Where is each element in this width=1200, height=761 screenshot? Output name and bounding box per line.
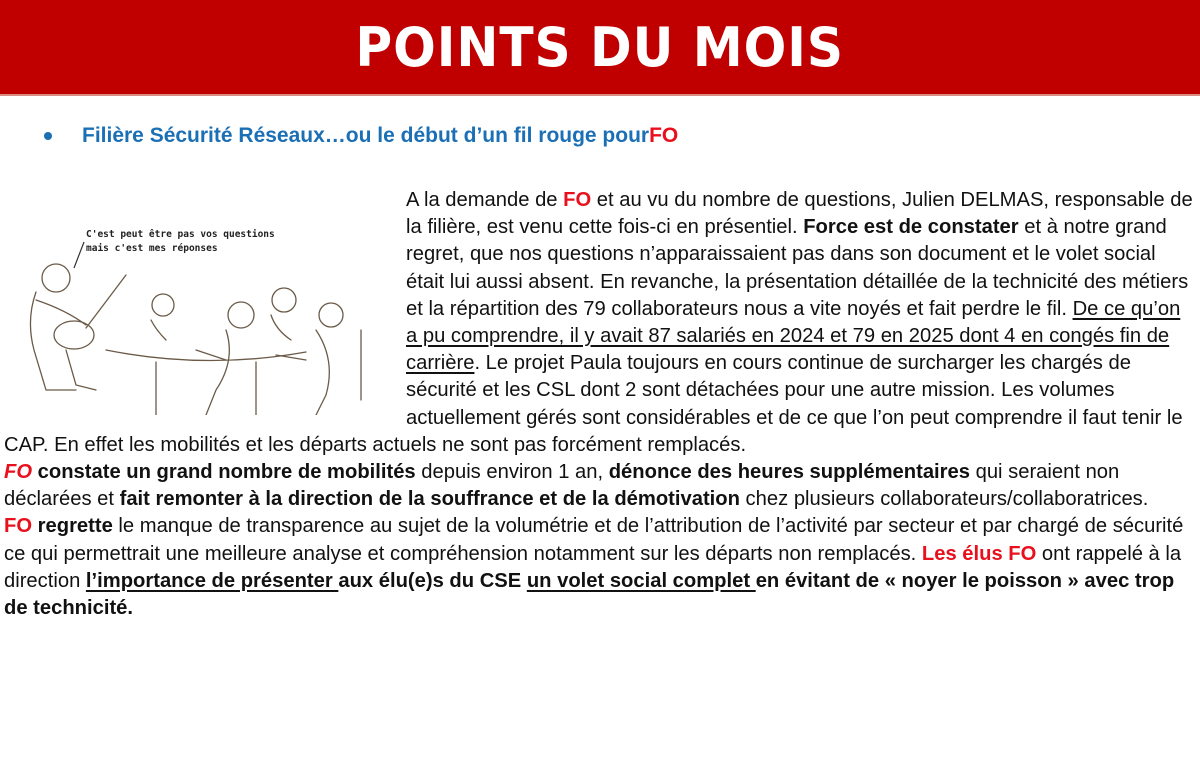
cartoon-caption-2: mais c'est mes réponses xyxy=(86,243,218,254)
p3-text-1: le manque de transparence au sujet de la volumétrie et de l’attribution de l’activité par secteur et par chargé de sécurité ce qui permettrait une meilleure analyse et compréhension notamment sur les départs non remplacés. xyxy=(4,515,1184,565)
p3-text-2: ont rappelé à la direction xyxy=(4,542,1182,592)
p1-text-4: . Le projet Paula toujours en cours continue de surcharger les chargés de sécurité et les CSL dont 2 sont détachées pour une autre mission. Les volumes actuellement gérés sont considérables et de ce que l’on peut comprendre il faut tenir le CAP. En effet les mobilités et les départs actuels ne sont pas forcément remplacés. xyxy=(4,352,1183,456)
article-body xyxy=(0,187,1195,622)
p2-bold-2: dénonce des heures supplémentaires xyxy=(608,461,970,484)
bullet-icon xyxy=(44,132,52,140)
p1-fo: FO xyxy=(563,189,592,211)
p2-bold-1: constate un grand nombre de mobilités xyxy=(32,461,416,484)
paragraph-3 xyxy=(0,513,1195,622)
p3-fo: FO xyxy=(4,515,33,538)
p1-underlined: De ce qu’on a pu comprendre, il y avait 87 salariés en 2024 et 79 en 2025 dont 4 en congés fin de carrière xyxy=(406,297,1181,375)
section-heading xyxy=(44,124,678,148)
p1-text-3: et à notre grand regret, que nos questions n’apparaissaient pas dans son document et le volet social était lui aussi absent. En revanche, la présentation détaillée de la technicité des métiers et la répartition des 79 collaborateurs nous a vite noyés et fait perdre le fil. xyxy=(406,216,1189,320)
p1-bold-1: Force est de constater xyxy=(803,216,1019,239)
p3-bold-underlined-2: un volet social complet xyxy=(526,569,756,592)
p3-bold-underlined-1: l’importance de présenter xyxy=(85,569,339,592)
p2-fo: FO xyxy=(4,461,33,484)
p1-text-1: A la demande de xyxy=(406,189,564,211)
heading-fo: FO xyxy=(649,124,679,147)
p3-bold-1: regrette xyxy=(32,515,113,538)
p2-text-1: depuis environ 1 an, xyxy=(415,461,609,484)
p2-text-3: chez plusieurs collaborateurs/collaboratrices. xyxy=(739,488,1149,511)
image-spacer xyxy=(0,187,406,412)
p3-elus-fo: Les élus FO xyxy=(921,542,1037,565)
header-banner xyxy=(0,0,1200,96)
cartoon-caption-1: C'est peut être pas vos questions xyxy=(86,229,275,240)
page-title: POINTS DU MOIS xyxy=(355,15,845,79)
heading-text: Filière Sécurité Réseaux…ou le début d’un fil rouge pour xyxy=(82,124,650,147)
p1-text-2: et au vu du nombre de questions, Julien DELMAS, responsable de la filière, est venu cette fois-ci en présentiel. xyxy=(406,189,1193,239)
p2-bold-3: fait remonter à la direction de la souffrance et de la démotivation xyxy=(119,488,740,511)
p2-text-2: qui seraient non déclarées et xyxy=(4,461,1120,511)
paragraph-2 xyxy=(0,459,1195,513)
p3-bold-3: en évitant de « noyer le poisson » avec trop de technicité. xyxy=(4,569,1175,620)
p3-bold-2: aux élu(e)s du CSE xyxy=(338,569,527,592)
